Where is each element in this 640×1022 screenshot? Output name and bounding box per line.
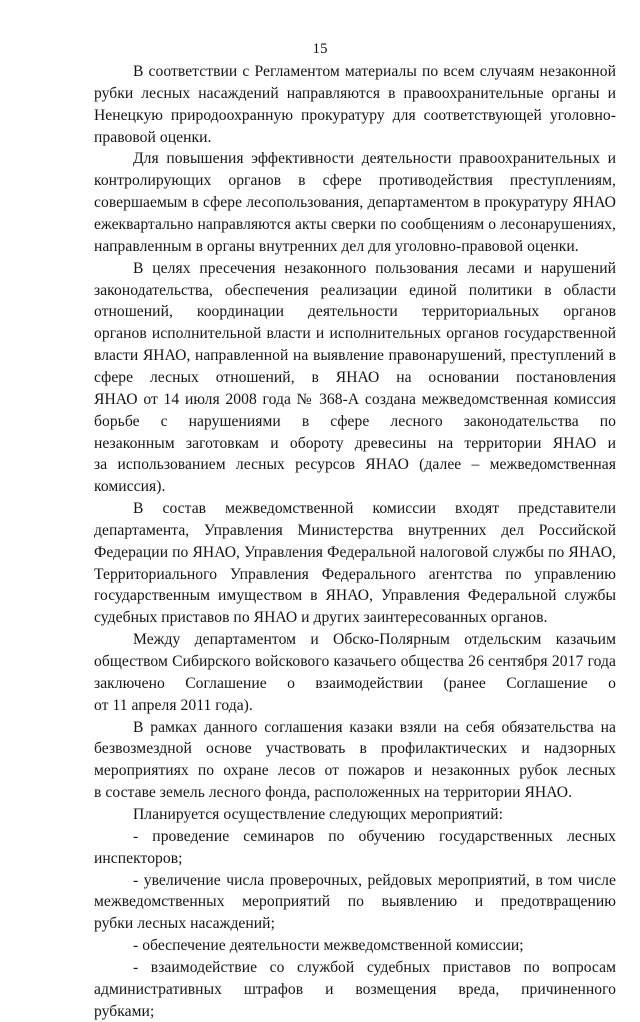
text-line: за использованием лесных ресурсов ЯНАО (далее – межведомственная <box>94 456 616 474</box>
text-line: Федерации по ЯНАО, Управления Федеральной налоговой службы по ЯНАО, <box>94 543 616 561</box>
text-line: административных штрафов и возмещения вреда, причиненного <box>94 980 616 998</box>
text-line: государственным имуществом в ЯНАО, Управления Федеральной службы <box>94 587 616 605</box>
text-line: в составе земель лесного фонда, расположенных на территории ЯНАО. <box>94 784 573 802</box>
text-line: В состав межведомственной комиссии входят представители <box>133 500 616 517</box>
text-line: Между департаментом и Обско-Полярным отдельским казачьим <box>133 631 616 649</box>
text-line: - проведение семинаров по обучению государственных лесных <box>133 827 616 845</box>
text-line: Территориального Управления Федерального агентства по управлению <box>94 565 616 583</box>
text-line: - увеличение числа проверочных, рейдовых мероприятий, в том числе <box>133 871 616 889</box>
text-line: межведомственных мероприятий по выявлению и предотвращению <box>94 893 616 911</box>
text-line: ЯНАО от 14 июля 2008 года № 368-А создана межведомственная комиссия <box>94 390 616 408</box>
text-line: заключено Соглашение о взаимодействии (ранее Соглашение о <box>94 674 616 692</box>
text-line: Планируется осуществление следующих мероприятий: <box>133 805 504 823</box>
text-line: рубками; <box>94 1002 155 1020</box>
text-line: комиссия). <box>94 478 166 496</box>
text-line: Ненецкую природоохранную прокуратуру для соответствующей уголовно- <box>94 106 616 124</box>
text-line: сфере лесных отношений, в ЯНАО на основании постановления <box>94 368 616 386</box>
text-line: ежеквартально направляются акты сверки по сообщениям о лесонарушениях, <box>94 216 616 233</box>
text-line: мероприятиях по охране лесов от пожаров и незаконных рубок лесных <box>94 762 616 780</box>
text-line: власти ЯНАО, направленной на выявление правонарушений, преступлений в <box>94 347 616 365</box>
text-line: отношений, координации деятельности территориальных органов <box>94 303 616 321</box>
text-line: - обеспечение деятельности межведомственной комиссии; <box>133 937 524 954</box>
text-line: незаконным заготовкам и обороту древесины на территории ЯНАО и <box>94 434 616 452</box>
text-line: безвозмездной основе участвовать в профилактических и надзорных <box>94 740 616 758</box>
text-line: от 11 апреля 2011 года). <box>94 696 253 714</box>
text-line: совершаемым в сфере лесопользования, департаментом в прокуратуру ЯНАО <box>94 194 616 212</box>
text-line: органов исполнительной власти и исполнительных органов государственной <box>94 325 616 343</box>
text-line: - взаимодействие со службой судебных приставов по вопросам <box>133 958 616 976</box>
text-line: рубки лесных насаждений направляются в правоохранительные органы и <box>94 84 616 102</box>
text-line: контролирующих органов в сфере противодействия преступлениям, <box>94 172 616 190</box>
text-line: инспекторов; <box>94 849 183 867</box>
text-line: В целях пресечения незаконного пользования лесами и нарушений <box>133 259 616 277</box>
text-line: судебных приставов по ЯНАО и других заинтересованных органов. <box>94 609 548 627</box>
text-line: правовой оценки. <box>94 128 212 146</box>
text-line: В соответствии с Регламентом материалы по всем случаям незаконной <box>133 63 616 80</box>
text-line: В рамках данного соглашения казаки взяли на себя обязательства на <box>133 718 616 736</box>
page-number: 15 <box>312 41 328 57</box>
text-line: борьбе с нарушениями в сфере лесного законодательства по <box>94 412 616 430</box>
text-line: Для повышения эффективности деятельности правоохранительных и <box>133 150 616 168</box>
text-line: законодательства, обеспечения реализации единой политики в области <box>94 281 616 299</box>
text-line: направленным в органы внутренних дел для уголовно-правовой оценки. <box>94 237 579 255</box>
text-line: рубки лесных насаждений; <box>94 915 275 933</box>
text-line: департамента, Управления Министерства внутренних дел Российской <box>94 521 616 539</box>
text-line: обществом Сибирского войскового казачьего общества 26 сентября 2017 года <box>94 653 616 670</box>
